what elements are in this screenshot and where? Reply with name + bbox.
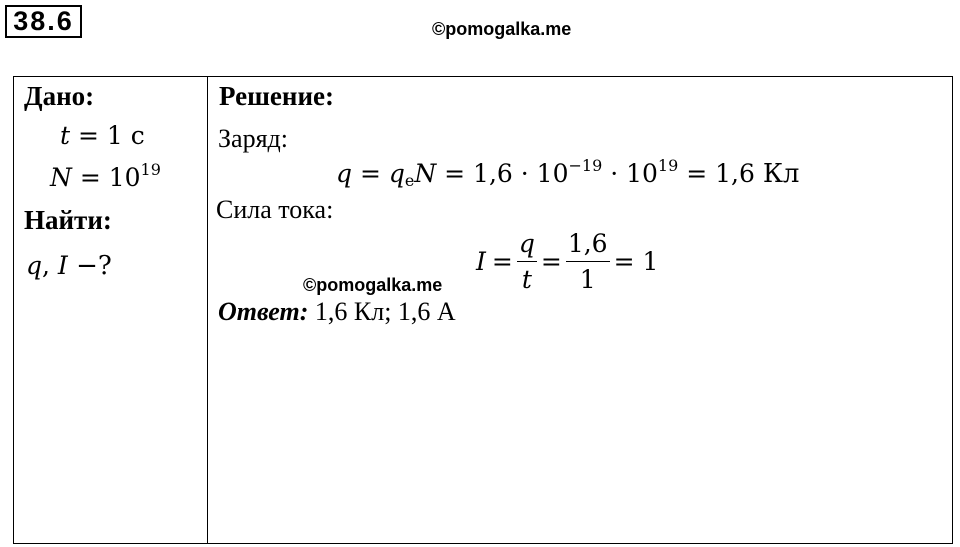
formula-result: = 1 [613,246,659,276]
fraction-values [566,229,610,294]
given-count [50,160,161,192]
formula-exponent: 19 [657,156,679,175]
given-count-base: = 10 [71,163,141,192]
find-unknowns [26,251,112,281]
fraction-numerator: 1,6 [567,228,608,258]
find-separator: , [42,251,58,280]
current-label: Сила тока: [216,195,334,224]
formula-eq: = [540,246,562,276]
var-n: N [50,163,72,192]
answer-line [218,297,456,327]
answer-label: Ответ: [218,297,309,326]
formula-eq: = [352,159,389,188]
column-divider [207,76,208,544]
given-count-exponent: 19 [140,160,161,179]
var-t: t [60,121,71,150]
watermark-top: ©pomogalka.me [432,19,572,39]
current-formula [476,226,658,296]
formula-qe-subscript: e [404,171,415,190]
solution-table [13,76,953,544]
formula-qe: q [388,159,405,188]
fraction-numerator: q [518,228,535,258]
problem-number: 38.6 [5,5,82,38]
formula-unit: Кл [762,159,800,189]
formula-result: = 1,6 [678,159,763,188]
formula-i: I [476,246,486,276]
given-time [60,121,145,150]
given-time-value: = 1 с [70,121,145,150]
watermark-middle: ©pomogalka.me [303,275,443,295]
var-q: q [26,251,43,280]
formula-eq: = [491,246,513,276]
find-question: −? [67,251,112,281]
fraction-denominator: 1 [579,264,596,294]
formula-q: q [336,159,353,188]
given-heading: Дано: [24,81,95,111]
charge-label: Заряд: [218,124,288,153]
var-i: I [57,251,68,280]
formula-exponent: −19 [568,156,603,175]
fraction-q-over-t [517,229,537,294]
find-heading: Найти: [24,205,112,235]
formula-part: · 10 [602,159,658,188]
answer-value: 1,6 Кл; 1,6 А [308,297,456,326]
fraction-denominator: t [521,264,532,294]
solution-heading: Решение: [219,81,334,111]
formula-part: = 1,6 · 10 [436,159,569,188]
charge-formula [336,156,800,190]
formula-n: N [414,159,437,188]
